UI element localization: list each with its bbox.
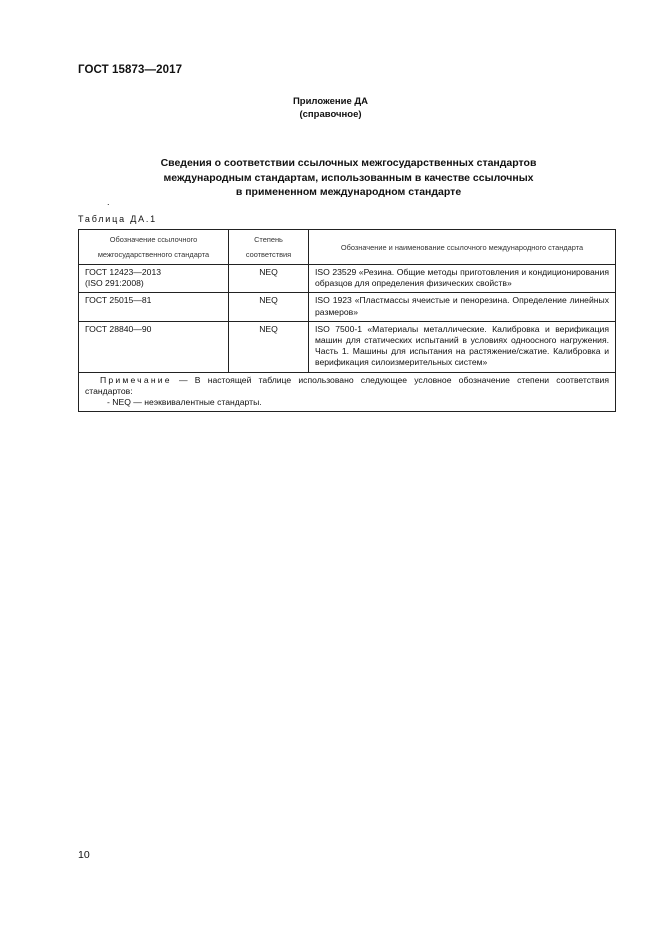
stray-dot: . bbox=[107, 197, 110, 207]
page-number: 10 bbox=[78, 849, 90, 861]
description-cell: ISO 7500-1 «Материалы металлические. Калибровка и верификация машин для статических испытаний в условиях одноосного нагружения. Часть 1. Машины для испытания на растяжение/сжатие. Калибровка и верификация силоизмерительных систем» bbox=[309, 321, 616, 372]
standard-cell bbox=[79, 293, 229, 321]
degree-cell: NEQ bbox=[229, 321, 309, 372]
standard-cell bbox=[79, 321, 229, 372]
table-row bbox=[79, 321, 616, 372]
table-note-row bbox=[79, 372, 616, 412]
note-text bbox=[85, 375, 609, 397]
description-cell: ISO 23529 «Резина. Общие методы приготовления и кондиционирования образцов для определения физических свойств» bbox=[309, 265, 616, 293]
document-code: ГОСТ 15873—2017 bbox=[78, 64, 183, 76]
heading-line: в примененном международном стандарте bbox=[235, 186, 462, 198]
standard-reference: (ISO 291:2008) bbox=[85, 278, 144, 289]
table-row bbox=[79, 293, 616, 321]
table-caption: Таблица ДА.1 bbox=[78, 214, 157, 224]
appendix-subtitle: (справочное) bbox=[299, 109, 362, 120]
standard-code: ГОСТ 12423—2013 bbox=[85, 267, 162, 277]
standard-code: ГОСТ 25015—81 bbox=[85, 295, 152, 306]
appendix-title: Приложение ДА bbox=[292, 96, 369, 107]
standard-code: ГОСТ 28840—90 bbox=[85, 323, 152, 334]
column-header: Обозначение ссылочного межгосударственного стандарта bbox=[79, 230, 229, 265]
description-cell: ISO 1923 «Пластмассы ячеистые и пенорезина. Определение линейных размеров» bbox=[309, 293, 616, 321]
note-cell bbox=[79, 372, 616, 412]
note-label: Примечание bbox=[100, 374, 172, 385]
standards-table bbox=[78, 229, 616, 412]
column-header: Степень соответствия bbox=[229, 230, 309, 265]
note-list-item: - NEQ — неэквивалентные стандарты. bbox=[107, 397, 262, 408]
heading-line: международным стандартам, использованным в качестве ссылочных bbox=[163, 171, 534, 184]
appendix-header bbox=[0, 95, 661, 121]
note-body: — В настоящей таблице использовано следующее условное обозначение степени соответствия стандартов: bbox=[85, 374, 610, 396]
table-row bbox=[79, 265, 616, 293]
degree-cell: NEQ bbox=[229, 265, 309, 293]
degree-cell: NEQ bbox=[229, 293, 309, 321]
section-heading bbox=[60, 156, 637, 200]
column-header: Обозначение и наименование ссылочного международного стандарта bbox=[309, 230, 616, 265]
heading-line: Сведения о соответствии ссылочных межгосударственных стандартов bbox=[160, 157, 537, 169]
table-header-row bbox=[79, 230, 616, 265]
standard-cell bbox=[79, 265, 229, 293]
